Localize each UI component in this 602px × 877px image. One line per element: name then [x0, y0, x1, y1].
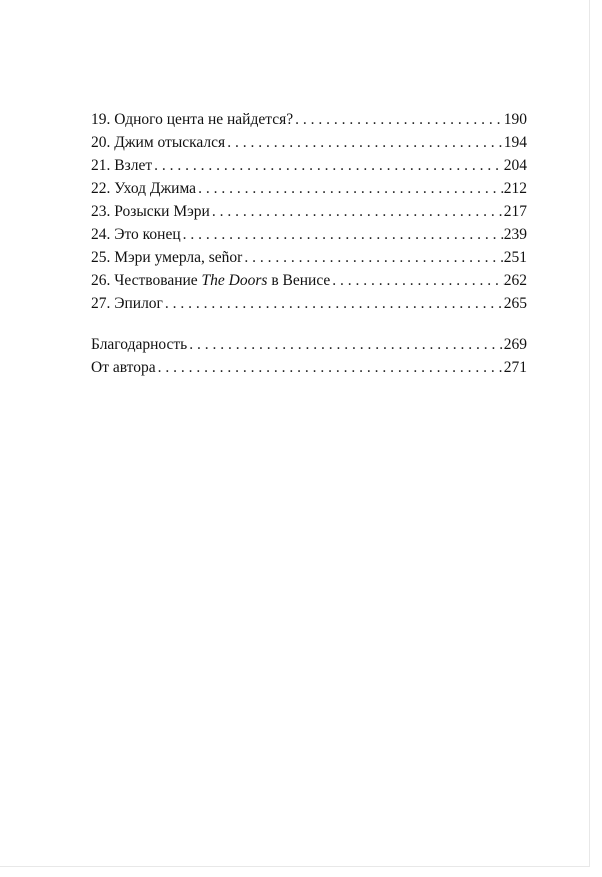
dot-leader — [225, 131, 504, 154]
dot-leader — [330, 269, 503, 292]
dot-leader — [152, 154, 504, 177]
toc-entry-22 — [91, 177, 527, 200]
toc-entry-title: От автора — [91, 359, 156, 376]
dot-leader — [163, 292, 504, 315]
toc-entry-title — [91, 246, 242, 269]
toc-entry-text: Это конец — [114, 226, 181, 243]
toc-entry-21 — [91, 154, 527, 177]
toc-entry-text: Одного цента не найдется? — [114, 111, 294, 128]
toc-page-number: 269 — [503, 336, 527, 353]
toc-entry-text: Розыски Мэри — [114, 203, 210, 220]
toc-page-number: 217 — [503, 203, 527, 220]
toc-entry-number: 24. — [91, 226, 111, 243]
toc-entry-text-after: в Венисе — [271, 272, 331, 289]
toc-entry-text: Эпилог — [114, 295, 163, 312]
toc-entry-title — [91, 223, 181, 246]
toc-page-number: 271 — [503, 359, 527, 376]
toc-entry-text: Мэри умерла, señor — [114, 249, 243, 266]
toc-entry-20 — [91, 131, 527, 154]
toc-entry-text: Джим отыскался — [114, 134, 226, 151]
toc-entry-acknowledgements — [91, 333, 527, 356]
toc-page-number: 194 — [503, 134, 527, 151]
toc-entry-title — [91, 200, 210, 223]
dot-leader — [181, 223, 504, 246]
toc-entry-title — [91, 177, 196, 200]
toc-page-number: 190 — [503, 111, 527, 128]
toc-entry-text: Взлет — [114, 157, 153, 174]
toc-entry-title — [91, 292, 163, 315]
toc-entry-author-note — [91, 356, 527, 379]
toc-entry-title — [91, 269, 330, 292]
toc-page-number: 251 — [503, 249, 527, 266]
toc-entry-19 — [91, 108, 527, 131]
toc-page-number: 204 — [503, 157, 527, 174]
dot-leader — [242, 246, 503, 269]
toc-entry-number: 23. — [91, 203, 111, 220]
toc-page-number: 239 — [503, 226, 527, 243]
toc-entry-text-italic: The Doors — [201, 272, 268, 289]
toc-entry-text: Уход Джима — [114, 180, 197, 197]
toc-entry-number: 19. — [91, 111, 111, 128]
toc-entry-title — [91, 131, 225, 154]
chapter-list — [91, 108, 527, 315]
toc-entry-number: 22. — [91, 180, 111, 197]
toc-entry-title: Благодарность — [91, 336, 188, 353]
toc-entry-number: 25. — [91, 249, 111, 266]
toc-entry-number: 26. — [91, 272, 111, 289]
dot-leader — [293, 108, 504, 131]
toc-page-number: 265 — [503, 295, 527, 312]
back-matter-list — [91, 333, 527, 379]
toc-entry-title — [91, 108, 293, 131]
toc-entry-25 — [91, 246, 527, 269]
table-of-contents — [91, 108, 527, 379]
toc-entry-27 — [91, 292, 527, 315]
toc-entry-26 — [91, 269, 527, 292]
toc-page-number: 212 — [503, 180, 527, 197]
dot-leader — [156, 356, 504, 379]
toc-entry-23 — [91, 200, 527, 223]
toc-entry-title — [91, 154, 152, 177]
toc-page-number: 262 — [503, 272, 527, 289]
dot-leader — [187, 333, 503, 356]
dot-leader — [196, 177, 504, 200]
toc-entry-text-before: Чествование — [114, 272, 198, 289]
toc-entry-number: 20. — [91, 134, 111, 151]
toc-entry-number: 21. — [91, 157, 111, 174]
toc-entry-number: 27. — [91, 295, 111, 312]
toc-entry-24 — [91, 223, 527, 246]
dot-leader — [210, 200, 504, 223]
